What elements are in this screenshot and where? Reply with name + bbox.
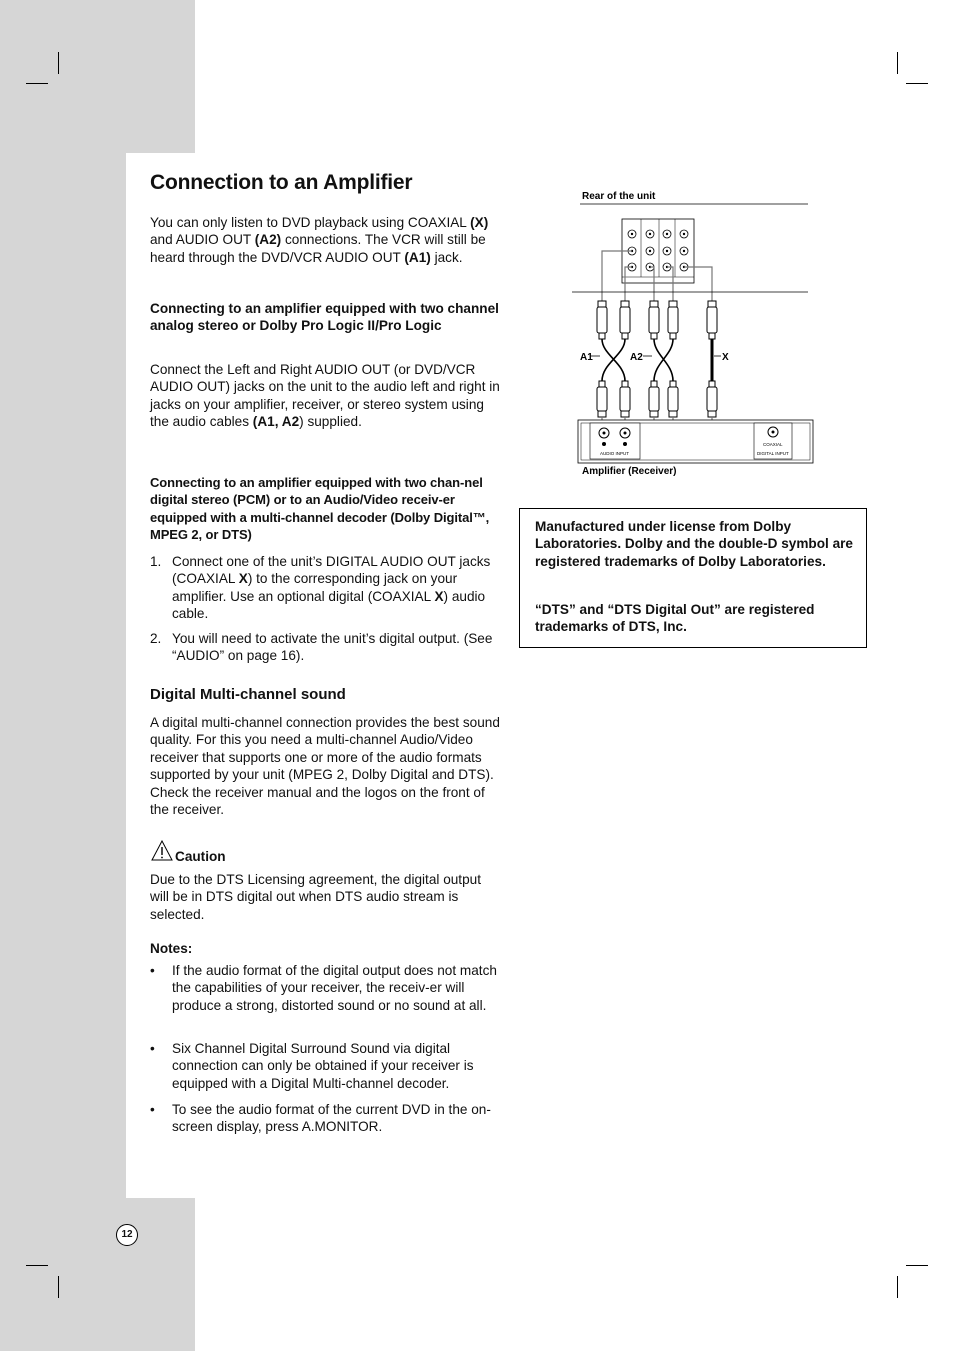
intro-paragraph (150, 214, 500, 266)
intro-text: and AUDIO OUT (150, 232, 255, 248)
list-item (150, 1101, 500, 1137)
section-heading: Digital Multi-channel sound (150, 686, 346, 703)
crop-mark (906, 1265, 928, 1266)
list-item (150, 962, 500, 1032)
multichannel-paragraph: A digital multi-channel connection provides the best sound quality. For this you need a multi-channel Audio/Video receiver that supports one or more of the audio formats supported by your unit (MPEG 2, Dolby Digital and DTS). Check the receiver manual and the logos on the front of the receiver. (150, 715, 500, 818)
step-text: Connect one of the unit’s DIGITAL AUDIO OUT jacks (COAXIAL (172, 554, 491, 587)
page-margin-band-left (0, 0, 126, 1351)
step-text: ) to the corresponding jack on your amplifier. Use an optional digital (COAXIAL (172, 571, 458, 604)
amplifier-label: Amplifier (Receiver) (582, 466, 677, 477)
bullet: • (150, 1102, 155, 1117)
list-item (150, 630, 500, 666)
audio-input-label: AUDIO INPUT (600, 451, 630, 456)
cable-label-a2: A2 (630, 352, 643, 363)
cable-label-x: X (722, 352, 729, 363)
trademark-notice (519, 508, 867, 648)
analog-heading: Connecting to an amplifier equipped with two channel analog stereo or Dolby Pro Logic II/Pro Logic (150, 301, 499, 334)
list-text: If the audio format of the digital output does not match the capabilities of your receiver, the receiv-er will produce a strong, distorted sound or no sound at all. (172, 963, 497, 1013)
digital-heading: Connecting to an amplifier equipped with two chan-nel digital stereo (PCM) or to an Audio/Video receiv-er equipped with a multi-channel decoder (Dolby Digital™, MPEG 2, or DTS) (150, 475, 490, 543)
caution-paragraph: Due to the DTS Licensing agreement, the digital output will be in DTS digital out when DTS audio stream is selected. (150, 872, 481, 922)
coaxial-label: COAXIAL (763, 442, 783, 447)
page-number: 12 (116, 1224, 138, 1246)
cable-plugs-bottom (597, 381, 717, 417)
analog-text: ) supplied. (299, 414, 362, 430)
unit-rear-panel (622, 219, 694, 283)
rear-of-unit-label: Rear of the unit (582, 191, 656, 202)
page-title: Connection to an Amplifier (150, 171, 413, 194)
analog-text: Connect the Left and Right AUDIO OUT (or DVD/VCR AUDIO OUT) jacks on the unit to the audio left and right in jacks on your amplifier, receiver, or stereo system using the audio cables (150, 362, 500, 430)
intro-bold: (A2) (254, 232, 282, 248)
list-text (172, 553, 502, 623)
intro-bold: (X) (470, 215, 489, 230)
step-bold: X (238, 571, 248, 587)
dts-notice: “DTS” and “DTS Digital Out” are registered trademarks of DTS, Inc. (535, 602, 815, 635)
crop-mark (26, 83, 48, 84)
page-margin-band-bottom (0, 1198, 195, 1351)
bullet: • (150, 1041, 155, 1056)
list-item (150, 1040, 500, 1095)
crop-mark (58, 1276, 59, 1298)
crop-mark (906, 83, 928, 84)
crop-mark (897, 52, 898, 74)
cable-plugs-top (597, 301, 717, 339)
caution-label: Caution (175, 849, 226, 864)
list-text: To see the audio format of the current DVD in the on-screen display, press A.MONITOR. (172, 1102, 491, 1135)
list-item (150, 553, 500, 623)
notes-label: Notes: (150, 941, 193, 956)
intro-text: jack. (430, 249, 463, 265)
digital-input-label: DIGITAL INPUT (757, 451, 789, 456)
crop-mark (26, 1265, 48, 1266)
caution-icon (151, 840, 173, 867)
amplifier-panel (578, 420, 813, 463)
list-text: Six Channel Digital Surround Sound via digital connection can only be obtained if your receiver is equipped with a Digital Multi-channel decoder. (172, 1041, 474, 1091)
crop-mark (58, 52, 59, 74)
bullet: • (150, 963, 155, 978)
intro-text: You can only listen to DVD playback using COAXIAL (150, 215, 471, 230)
list-number: 1. (150, 554, 162, 569)
cable-label-a1: A1 (580, 352, 593, 363)
intro-bold: (A1) (404, 249, 431, 265)
list-text: You will need to activate the unit’s digital output. (See “AUDIO” on page 16). (172, 631, 493, 664)
step-text: ) audio cable. (172, 588, 486, 622)
list-number: 2. (150, 631, 162, 646)
crop-mark (897, 1276, 898, 1298)
analog-bold: (A1, A2 (252, 414, 300, 430)
connection-diagram (570, 185, 815, 480)
step-bold: X (434, 588, 444, 604)
dolby-notice: Manufactured under license from Dolby Laboratories. Dolby and the double-D symbol are registered trademarks of Dolby Laboratories. (535, 519, 853, 569)
analog-paragraph (150, 361, 500, 431)
intro-text: connections. The VCR will still be heard through the DVD/VCR AUDIO OUT (150, 232, 486, 265)
